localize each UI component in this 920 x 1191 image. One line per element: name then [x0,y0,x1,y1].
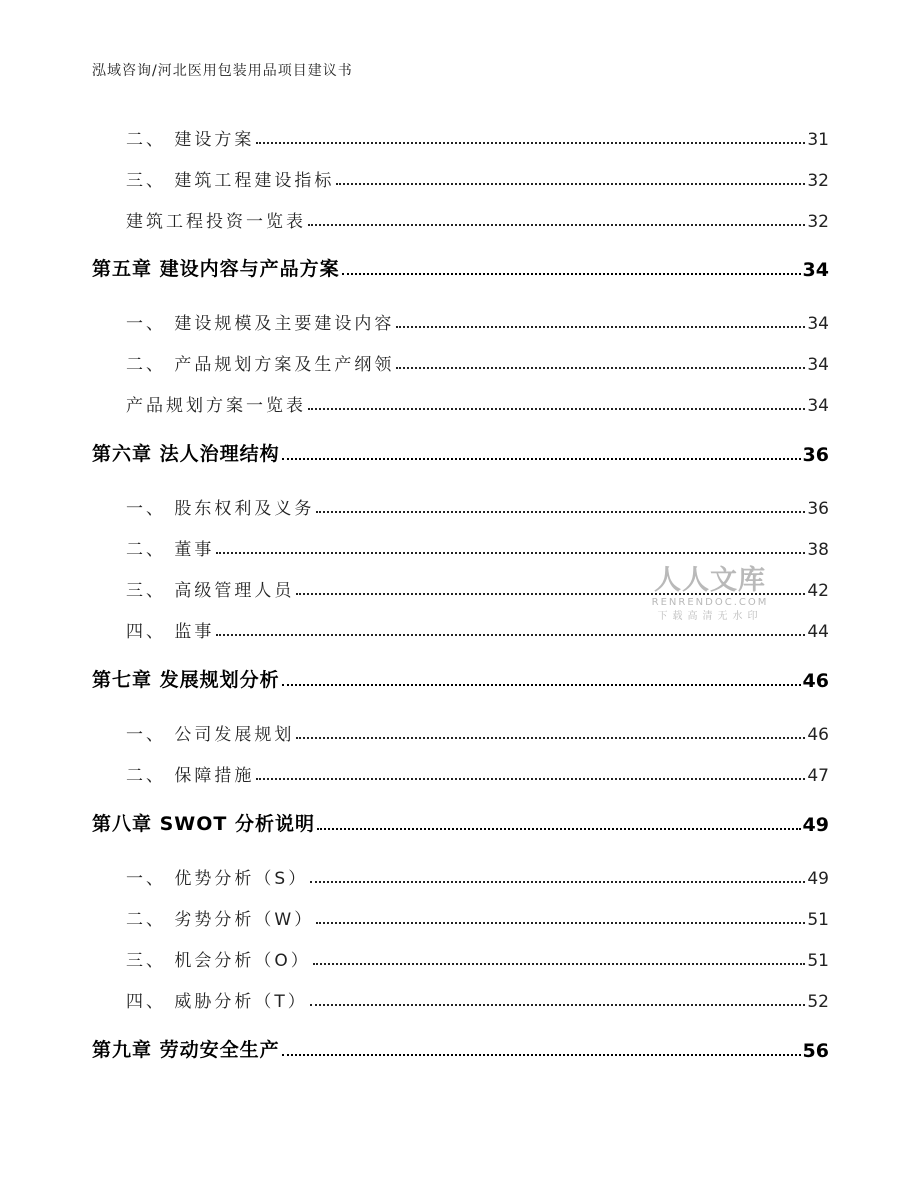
toc-page-number: 46 [802,670,829,692]
toc-page-number: 36 [807,499,829,519]
toc-entry-label: 二、 劣势分析（W） [126,910,315,930]
toc-leader [282,684,801,686]
toc-leader [296,737,805,739]
toc-page-number: 49 [807,869,829,889]
toc-leader [256,142,805,144]
toc-entry[interactable] [126,165,829,191]
toc-leader [336,183,805,185]
toc-entry-label: 四、 威胁分析（T） [126,992,308,1012]
toc-page-number: 32 [807,171,829,191]
toc-page-number: 34 [807,355,829,375]
toc-entry-label: 三、 机会分析（O） [126,951,311,971]
toc-entry[interactable] [126,986,829,1012]
toc-page-number: 51 [807,910,829,930]
toc-entry[interactable] [126,206,829,232]
toc-chapter-label: 第六章 法人治理结构 [92,443,280,465]
toc-page-number: 42 [807,581,829,601]
toc-chapter-entry[interactable] [92,666,829,692]
toc-entry[interactable] [126,863,829,889]
toc-entry[interactable] [126,390,829,416]
toc-page-number: 47 [807,766,829,786]
watermark [648,566,772,624]
toc-entry-label: 一、 股东权利及义务 [126,499,315,519]
toc-leader [310,881,805,883]
toc-entry-label: 建筑工程投资一览表 [126,212,306,232]
toc-entry[interactable] [126,308,829,334]
toc-leader [396,326,805,328]
toc-page-number: 34 [807,396,829,416]
toc-page-number: 32 [807,212,829,232]
toc-leader [316,511,805,513]
toc-leader [282,458,801,460]
toc-leader [342,273,801,275]
toc-chapter-label: 第七章 发展规划分析 [92,669,280,691]
toc-leader [282,1054,801,1056]
toc-leader [216,552,805,554]
toc-entry[interactable] [126,534,829,560]
toc-chapter-entry[interactable] [92,255,829,281]
toc-leader [317,828,801,830]
toc-leader [216,634,805,636]
page-header: 泓域咨询/河北医用包装用品项目建议书 [92,63,353,79]
toc-page-number: 46 [807,725,829,745]
toc-page-number: 31 [807,130,829,150]
toc-entry[interactable] [126,719,829,745]
toc-entry-label: 二、 产品规划方案及生产纲领 [126,355,395,375]
toc-leader [313,963,806,965]
toc-entry-label: 二、 建设方案 [126,130,255,150]
toc-leader [308,408,805,410]
toc-entry[interactable] [126,945,829,971]
toc-page-number: 44 [807,622,829,642]
watermark-tagline: 下载高清无水印 [657,611,763,622]
toc-chapter-label: 第五章 建设内容与产品方案 [92,258,340,280]
toc-entry[interactable] [126,124,829,150]
watermark-logo-text: 人人文库 [654,565,766,596]
toc-chapter-entry[interactable] [92,810,829,836]
toc-page-number: 34 [802,259,829,281]
toc-chapter-entry[interactable] [92,440,829,466]
toc-entry-label: 一、 优势分析（S） [126,869,309,889]
toc-page-number: 49 [802,814,829,836]
toc-entry[interactable] [126,493,829,519]
toc-entry-label: 三、 高级管理人员 [126,581,295,601]
toc-page-number: 36 [802,444,829,466]
toc-leader [310,1004,806,1006]
toc-entry-label: 产品规划方案一览表 [126,396,306,416]
toc-leader [396,367,805,369]
toc-page-number: 34 [807,314,829,334]
toc-entry-label: 三、 建筑工程建设指标 [126,171,335,191]
toc-chapter-entry[interactable] [92,1036,829,1062]
toc-entry-label: 二、 保障措施 [126,766,255,786]
toc-page-number: 56 [802,1040,829,1062]
toc-entry-label: 一、 建设规模及主要建设内容 [126,314,395,334]
toc-leader [316,922,805,924]
toc-page-number: 52 [807,992,829,1012]
toc-leader [256,778,805,780]
toc-entry-label: 二、 董事 [126,540,215,560]
toc-entry[interactable] [126,904,829,930]
toc-entry-label: 四、 监事 [126,622,215,642]
toc-entry[interactable] [126,349,829,375]
toc-leader [308,224,805,226]
toc-chapter-label: 第九章 劳动安全生产 [92,1039,280,1061]
watermark-domain: RENRENDOC.COM [651,597,769,608]
toc-page-number: 51 [807,951,829,971]
toc-entry[interactable] [126,760,829,786]
toc-entry-label: 一、 公司发展规划 [126,725,295,745]
toc-chapter-label: 第八章 SWOT 分析说明 [92,813,315,835]
toc-page-number: 38 [807,540,829,560]
